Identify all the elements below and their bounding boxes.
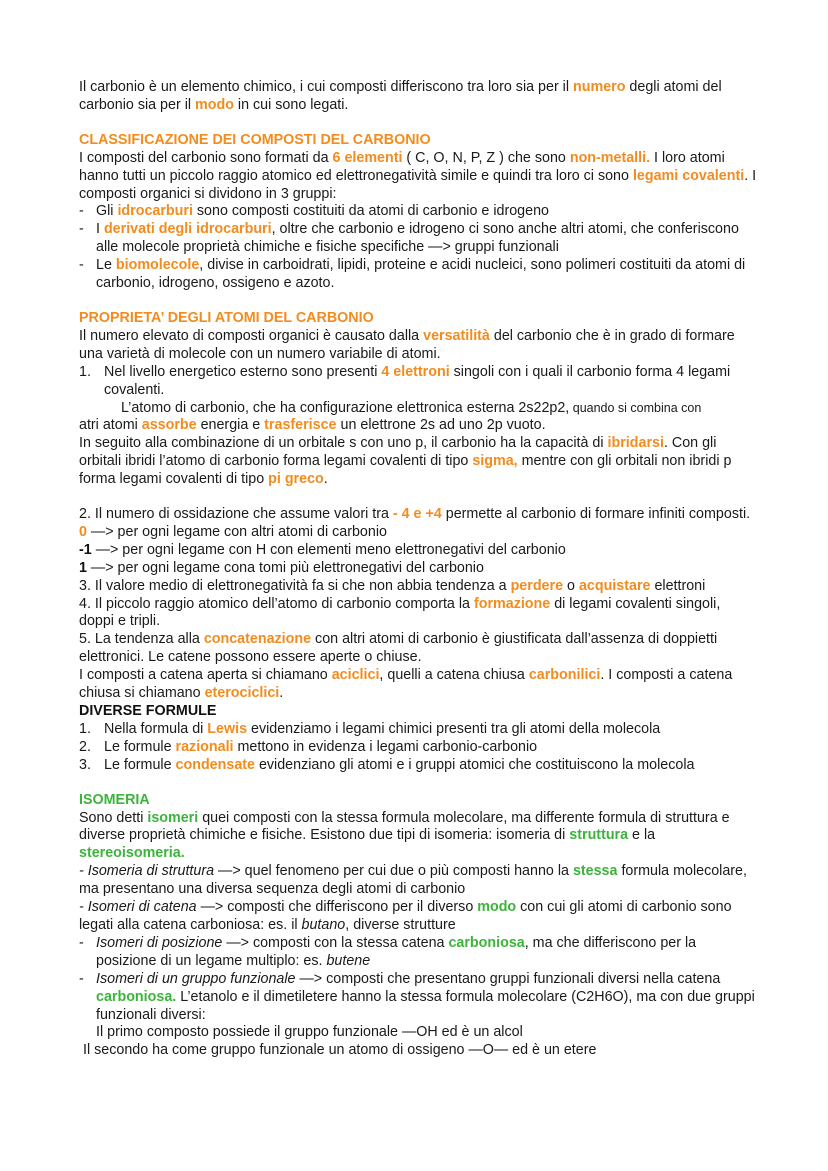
text: , divise in carboidrati, lipidi, proteine e acidi nucleici, sono polimeri costituiti da atomi di carbonio, idrogeno, ossigeno e azoto. [96, 257, 746, 292]
text: I composti a catena aperta si chiamano [79, 667, 332, 684]
text: . I composti organici si dividono in 3 gruppi: [79, 167, 757, 202]
text: . [323, 471, 328, 488]
isomeria-paragraph [79, 810, 759, 864]
text: —> per ogni legame con H con elementi meno elettronegativi del carbonio [91, 541, 566, 558]
highlight: concatenazione [203, 631, 312, 648]
highlight: 4 elettroni [381, 363, 450, 380]
text: Il numero elevato di composti organici è causato dalla [79, 327, 424, 344]
section-heading-classificazione: CLASSIFICAZIONE DEI COMPOSTI DEL CARBONIO [79, 131, 431, 148]
highlight: Lewis [207, 720, 248, 737]
bullet-marker: - [79, 221, 84, 238]
isomeria-struttura-paragraph [79, 863, 759, 899]
text: L’etanolo e il dimetiletere hanno la stessa formula molecolare (C2H6O), ma con due gruppi funzionali diversi: [96, 988, 755, 1023]
text: ( C, O, N, P, Z ) che sono [402, 149, 570, 166]
list-item [79, 971, 759, 1025]
text: di legami covalenti singoli, doppi e tripli. [79, 595, 721, 630]
italic-term: butene [326, 952, 371, 969]
isomeri-catena-paragraph [79, 899, 759, 935]
numbered-item [79, 364, 759, 400]
highlight: acquistare [578, 577, 651, 594]
text: 2. Il numero di ossidazione che assume valori tra [79, 506, 393, 523]
text: —> composti che presentano gruppi funzionali diversi nella catena [295, 970, 721, 987]
highlight: carboniosa. [96, 988, 177, 1005]
section-heading-formule: DIVERSE FORMULE [79, 703, 217, 719]
text: evidenziano gli atomi e i gruppi atomici che costituiscono la molecola [254, 756, 695, 773]
highlight: versatilità [423, 327, 490, 344]
text: quando si combina con [569, 400, 702, 415]
text: mettono in evidenza i legami carbonio-carbonio [233, 738, 538, 755]
text: quei composti con la stessa formula molecolare, ma differente formula di struttura e diverse proprietà chimiche e fisiche. Esistono due tipi di isomeria: isomeria di [79, 809, 730, 844]
ox-line [79, 542, 759, 560]
text: , oltre che carbonio e idrogeno ci sono anche altri atomi, che conferiscono alle molecole proprietà chimiche e fisiche specifiche —> gruppi funzionali [96, 221, 739, 256]
primo-composto-line: Il primo composto possiede il gruppo funzionale —OH ed è un alcol [96, 1024, 523, 1041]
text: atri atomi [79, 417, 142, 434]
list-item [79, 221, 759, 257]
highlight: legami covalenti [632, 167, 745, 184]
ibridazione-paragraph [79, 435, 759, 489]
raggio-paragraph [79, 596, 759, 632]
intro-paragraph [79, 79, 759, 115]
numbered-item [79, 757, 759, 775]
text: Le [96, 257, 116, 274]
text: o [563, 577, 579, 594]
configurazione-line [79, 400, 759, 418]
text: I [96, 221, 104, 238]
number-marker: 1. [79, 720, 91, 737]
highlight: condensate [175, 756, 255, 773]
ox-value: -1 [79, 541, 92, 558]
text: . [279, 685, 284, 702]
highlight: aciclici [331, 667, 380, 684]
text: permette al carbonio di formare infiniti composti. [441, 506, 751, 523]
ossidazione-paragraph [79, 506, 759, 524]
text: , diverse strutture [345, 916, 456, 933]
italic-term: Isomeri di un gruppo funzionale [96, 970, 296, 987]
text: con cui gli atomi di carbonio sono legati alla catena carboniosa: es. il [79, 899, 732, 933]
bullet-marker: - [79, 203, 84, 220]
numbered-item [79, 721, 759, 739]
highlight: stessa [572, 863, 618, 880]
number-marker: 1. [79, 363, 91, 380]
classificazione-paragraph [79, 150, 759, 204]
italic-term: - Isomeri di catena [79, 899, 197, 916]
highlight: assorbe [141, 417, 197, 434]
text: L’atomo di carbonio, che ha configurazione elettronica esterna 2s22p2, [121, 399, 570, 416]
text: del carbonio che è in grado di formare una varietà di molecole con un numero variabile di atomi. [79, 327, 735, 362]
text: 5. La tendenza alla [79, 631, 204, 648]
text: , quelli a catena chiusa [379, 667, 529, 684]
proprieta-paragraph [79, 328, 759, 364]
section-heading-proprieta: PROPRIETA’ DEGLI ATOMI DEL CARBONIO [79, 309, 374, 326]
italic-term: Isomeri di posizione [96, 934, 223, 951]
ox-value: 0 [79, 523, 87, 540]
highlight: trasferisce [264, 417, 337, 434]
text: , ma che differiscono per la posizione di un legame multiplo: es. [96, 934, 697, 969]
numbered-item [79, 739, 759, 757]
text: degli atomi del carbonio sia per il [79, 79, 722, 113]
text: un elettrone 2s ad uno 2p vuoto. [336, 417, 546, 434]
highlight: - 4 e +4 [392, 506, 442, 523]
highlight: carbonilici [528, 667, 601, 684]
elettronegativita-paragraph [79, 578, 759, 596]
text: I composti del carbonio sono formati da [79, 149, 333, 166]
number-marker: 3. [79, 756, 91, 773]
text: 4. Il piccolo raggio atomico dell’atomo di carbonio comporta la [79, 595, 474, 612]
highlight: modo [195, 96, 234, 113]
highlight: idrocarburi [117, 203, 193, 220]
highlight: sigma, [472, 453, 518, 470]
bullet-marker: - [79, 970, 84, 987]
ox-line [79, 560, 759, 578]
text: Il carbonio è un elemento chimico, i cui composti differiscono tra loro sia per il [79, 79, 574, 95]
text: mentre con gli orbitali non ibridi p forma legami covalenti di tipo [79, 453, 732, 488]
text: energia e [196, 417, 265, 434]
bullet-marker: - [79, 934, 84, 951]
highlight: eterociclici [204, 685, 280, 702]
text: —> composti con la stessa catena [222, 934, 449, 951]
section-heading-isomeria: ISOMERIA [79, 791, 150, 808]
text: Sono detti [79, 809, 148, 826]
text: —> quel fenomeno per cui due o più composti hanno la [214, 863, 573, 880]
italic-term: - Isomeria di struttura [79, 863, 215, 880]
text: Le formule [104, 756, 176, 773]
highlight: struttura [569, 827, 629, 844]
text: —> per ogni legame cona tomi più elettronegativi del carbonio [86, 559, 484, 576]
text: Le formule [104, 738, 176, 755]
italic-term: butano [301, 916, 346, 933]
highlight: pi greco [268, 471, 324, 488]
text: singoli con i quali il carbonio forma 4 legami covalenti. [104, 363, 731, 398]
text: Nel livello energetico esterno sono presenti [104, 363, 382, 380]
concatenazione-paragraph [79, 631, 759, 667]
text: —> per ogni legame con altri atomi di carbonio [86, 523, 387, 540]
text: elettroni [650, 577, 706, 594]
bullet-marker: - [79, 257, 84, 274]
highlight: formazione [473, 595, 551, 612]
text: Gli [96, 203, 118, 220]
list-item [79, 203, 759, 221]
secondo-composto-line: Il secondo ha come gruppo funzionale un atomo di ossigeno —O— ed è un etere [83, 1042, 597, 1059]
text: evidenziamo i legami chimici presenti tra gli atomi della molecola [247, 720, 661, 737]
text: sono composti costituiti da atomi di carbonio e idrogeno [192, 203, 549, 220]
highlight: razionali [175, 738, 234, 755]
highlight: derivati degli idrocarburi [103, 221, 272, 238]
text: —> composti che differiscono per il diverso [196, 899, 478, 916]
highlight: carboniosa [448, 934, 525, 951]
highlight: non-metalli. [569, 149, 651, 166]
highlight: perdere [510, 577, 564, 594]
highlight: isomeri [147, 809, 199, 826]
text: formula molecolare, ma presentano una diversa sequenza degli atomi di carbonio [79, 863, 747, 898]
highlight: biomolecole [115, 257, 200, 274]
text: con altri atomi di carbonio è giustificata dall’assenza di doppietti elettronici. Le catene possono essere aperte o chiuse. [79, 631, 718, 666]
list-item [79, 935, 759, 971]
highlight: 6 elementi [332, 149, 403, 166]
highlight: stereoisomeria. [79, 845, 185, 862]
highlight: numero [573, 79, 626, 95]
number-marker: 2. [79, 738, 91, 755]
text: e la [628, 827, 656, 844]
text: . I composti a catena chiusa si chiamano [79, 667, 733, 702]
ox-value: 1 [79, 559, 87, 576]
text: I loro atomi hanno tutti un piccolo raggio atomico ed elettronegatività simile e quindi tra loro ci sono [79, 149, 725, 184]
assorbe-line [79, 417, 759, 435]
catene-paragraph [79, 667, 759, 703]
text: 3. Il valore medio di elettronegatività fa si che non abbia tendenza a [79, 577, 511, 594]
highlight: ibridarsi [607, 435, 664, 452]
text: in cui sono legati. [233, 96, 349, 113]
ox-line [79, 524, 759, 542]
highlight: modo [477, 899, 517, 916]
list-item [79, 257, 759, 293]
text: In seguito alla combinazione di un orbitale s con uno p, il carbonio ha la capacità di [79, 435, 608, 452]
text: . Con gli orbitali ibridi l’atomo di carbonio forma legami covalenti di tipo [79, 435, 717, 470]
document-content [79, 79, 759, 1060]
text: Nella formula di [104, 720, 208, 737]
